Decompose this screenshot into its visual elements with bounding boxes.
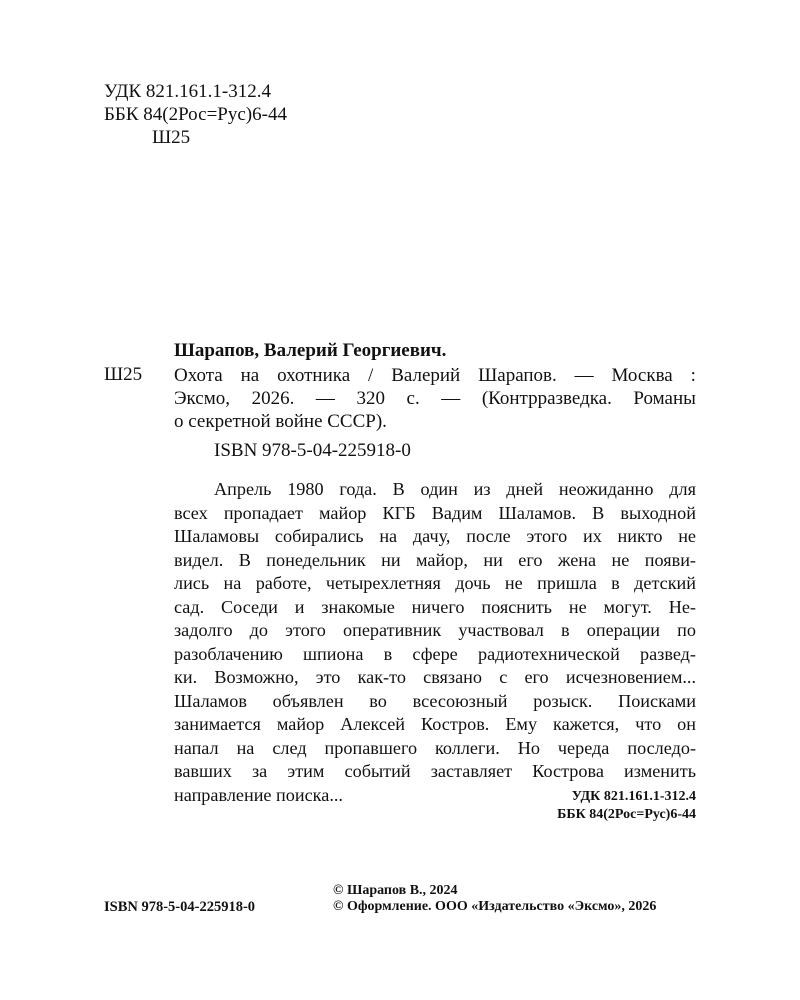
annotation-line: лись на работе, четырехлетняя дочь не пришла в детский xyxy=(174,573,696,593)
annotation-line: всех пропадает майор КГБ Вадим Шаламов. В выходной xyxy=(174,502,696,523)
copyright-design: © Оформление. ООО «Издательство «Эксмо», 2026 xyxy=(333,899,657,914)
bib-word: о секретной войне СССР). xyxy=(174,411,387,432)
isbn-footer: ISBN 978-5-04-225918-0 xyxy=(104,899,256,915)
bib-word: — xyxy=(574,365,594,386)
bib-word: 2026. xyxy=(251,388,295,409)
bib-line-3 xyxy=(174,410,696,433)
bib-word: (Контрразведка. xyxy=(481,388,612,409)
annotation-line: вавших за этим событий заставляет Кострова изменить xyxy=(174,761,696,781)
bib-word: — xyxy=(441,388,461,409)
author-sign-code-left: Ш25 xyxy=(104,364,143,385)
annotation-line: Шаламовы собирались на дачу, после этого их никто не xyxy=(174,526,696,546)
bbk-code: ББК 84(2Рос=Рус)6-44 xyxy=(104,104,287,125)
bib-word: охотника xyxy=(277,365,351,386)
bib-word: / xyxy=(368,365,374,386)
annotation-line: ки. Возможно, это как-то связано с его исчезновением... xyxy=(174,667,696,687)
annotation-line: видел. В понедельник ни майор, ни его жена не появи- xyxy=(174,549,696,570)
bib-word: на xyxy=(240,365,260,386)
annotation-line: сад. Соседи и знакомые ничего пояснить не могут. Не- xyxy=(174,596,696,617)
bib-word: Москва xyxy=(611,365,673,386)
annotation-line: напал на след пропавшего коллеги. Но череда последо- xyxy=(174,737,696,758)
annotation-line: занимается майор Алексей Костров. Ему кажется, что он xyxy=(174,714,696,734)
annotation xyxy=(174,478,696,807)
bib-word: Охота xyxy=(174,365,223,386)
udk-code-bottom: УДК 821.161.1-312.4 xyxy=(571,789,696,804)
copyright-author: © Шарапов В., 2024 xyxy=(333,883,458,898)
author-heading: Шарапов, Валерий Георгиевич. xyxy=(174,340,447,361)
bib-line-2 xyxy=(174,387,696,410)
isbn: ISBN 978-5-04-225918-0 xyxy=(214,440,411,461)
annotation-line: разоблачению шпиона в сфере радиотехнической развед- xyxy=(174,643,696,664)
bib-line-1 xyxy=(174,364,696,387)
bib-word: : xyxy=(690,365,696,386)
bib-word: — xyxy=(315,388,335,409)
annotation-line: задолго до этого оперативник участвовал в операции по xyxy=(174,620,696,640)
author-sign-code: Ш25 xyxy=(152,127,191,148)
annotation-line: направление поиска... xyxy=(174,784,343,805)
bibliographic-description xyxy=(174,364,696,433)
bib-word: 320 xyxy=(356,388,385,409)
bib-word: Валерий xyxy=(391,365,461,386)
bib-word: Романы xyxy=(633,388,696,409)
udk-code: УДК 821.161.1-312.4 xyxy=(104,81,271,102)
bbk-code-bottom: ББК 84(2Рос=Рус)6-44 xyxy=(557,807,696,822)
bib-word: Шарапов. xyxy=(478,365,557,386)
bib-word: с. xyxy=(406,388,420,409)
annotation-line: Апрель 1980 года. В один из дней неожиданно для xyxy=(214,479,696,499)
annotation-line: Шаламов объявлен во всесоюзный розыск. Поисками xyxy=(174,690,696,711)
bib-word: Эксмо, xyxy=(174,388,231,409)
